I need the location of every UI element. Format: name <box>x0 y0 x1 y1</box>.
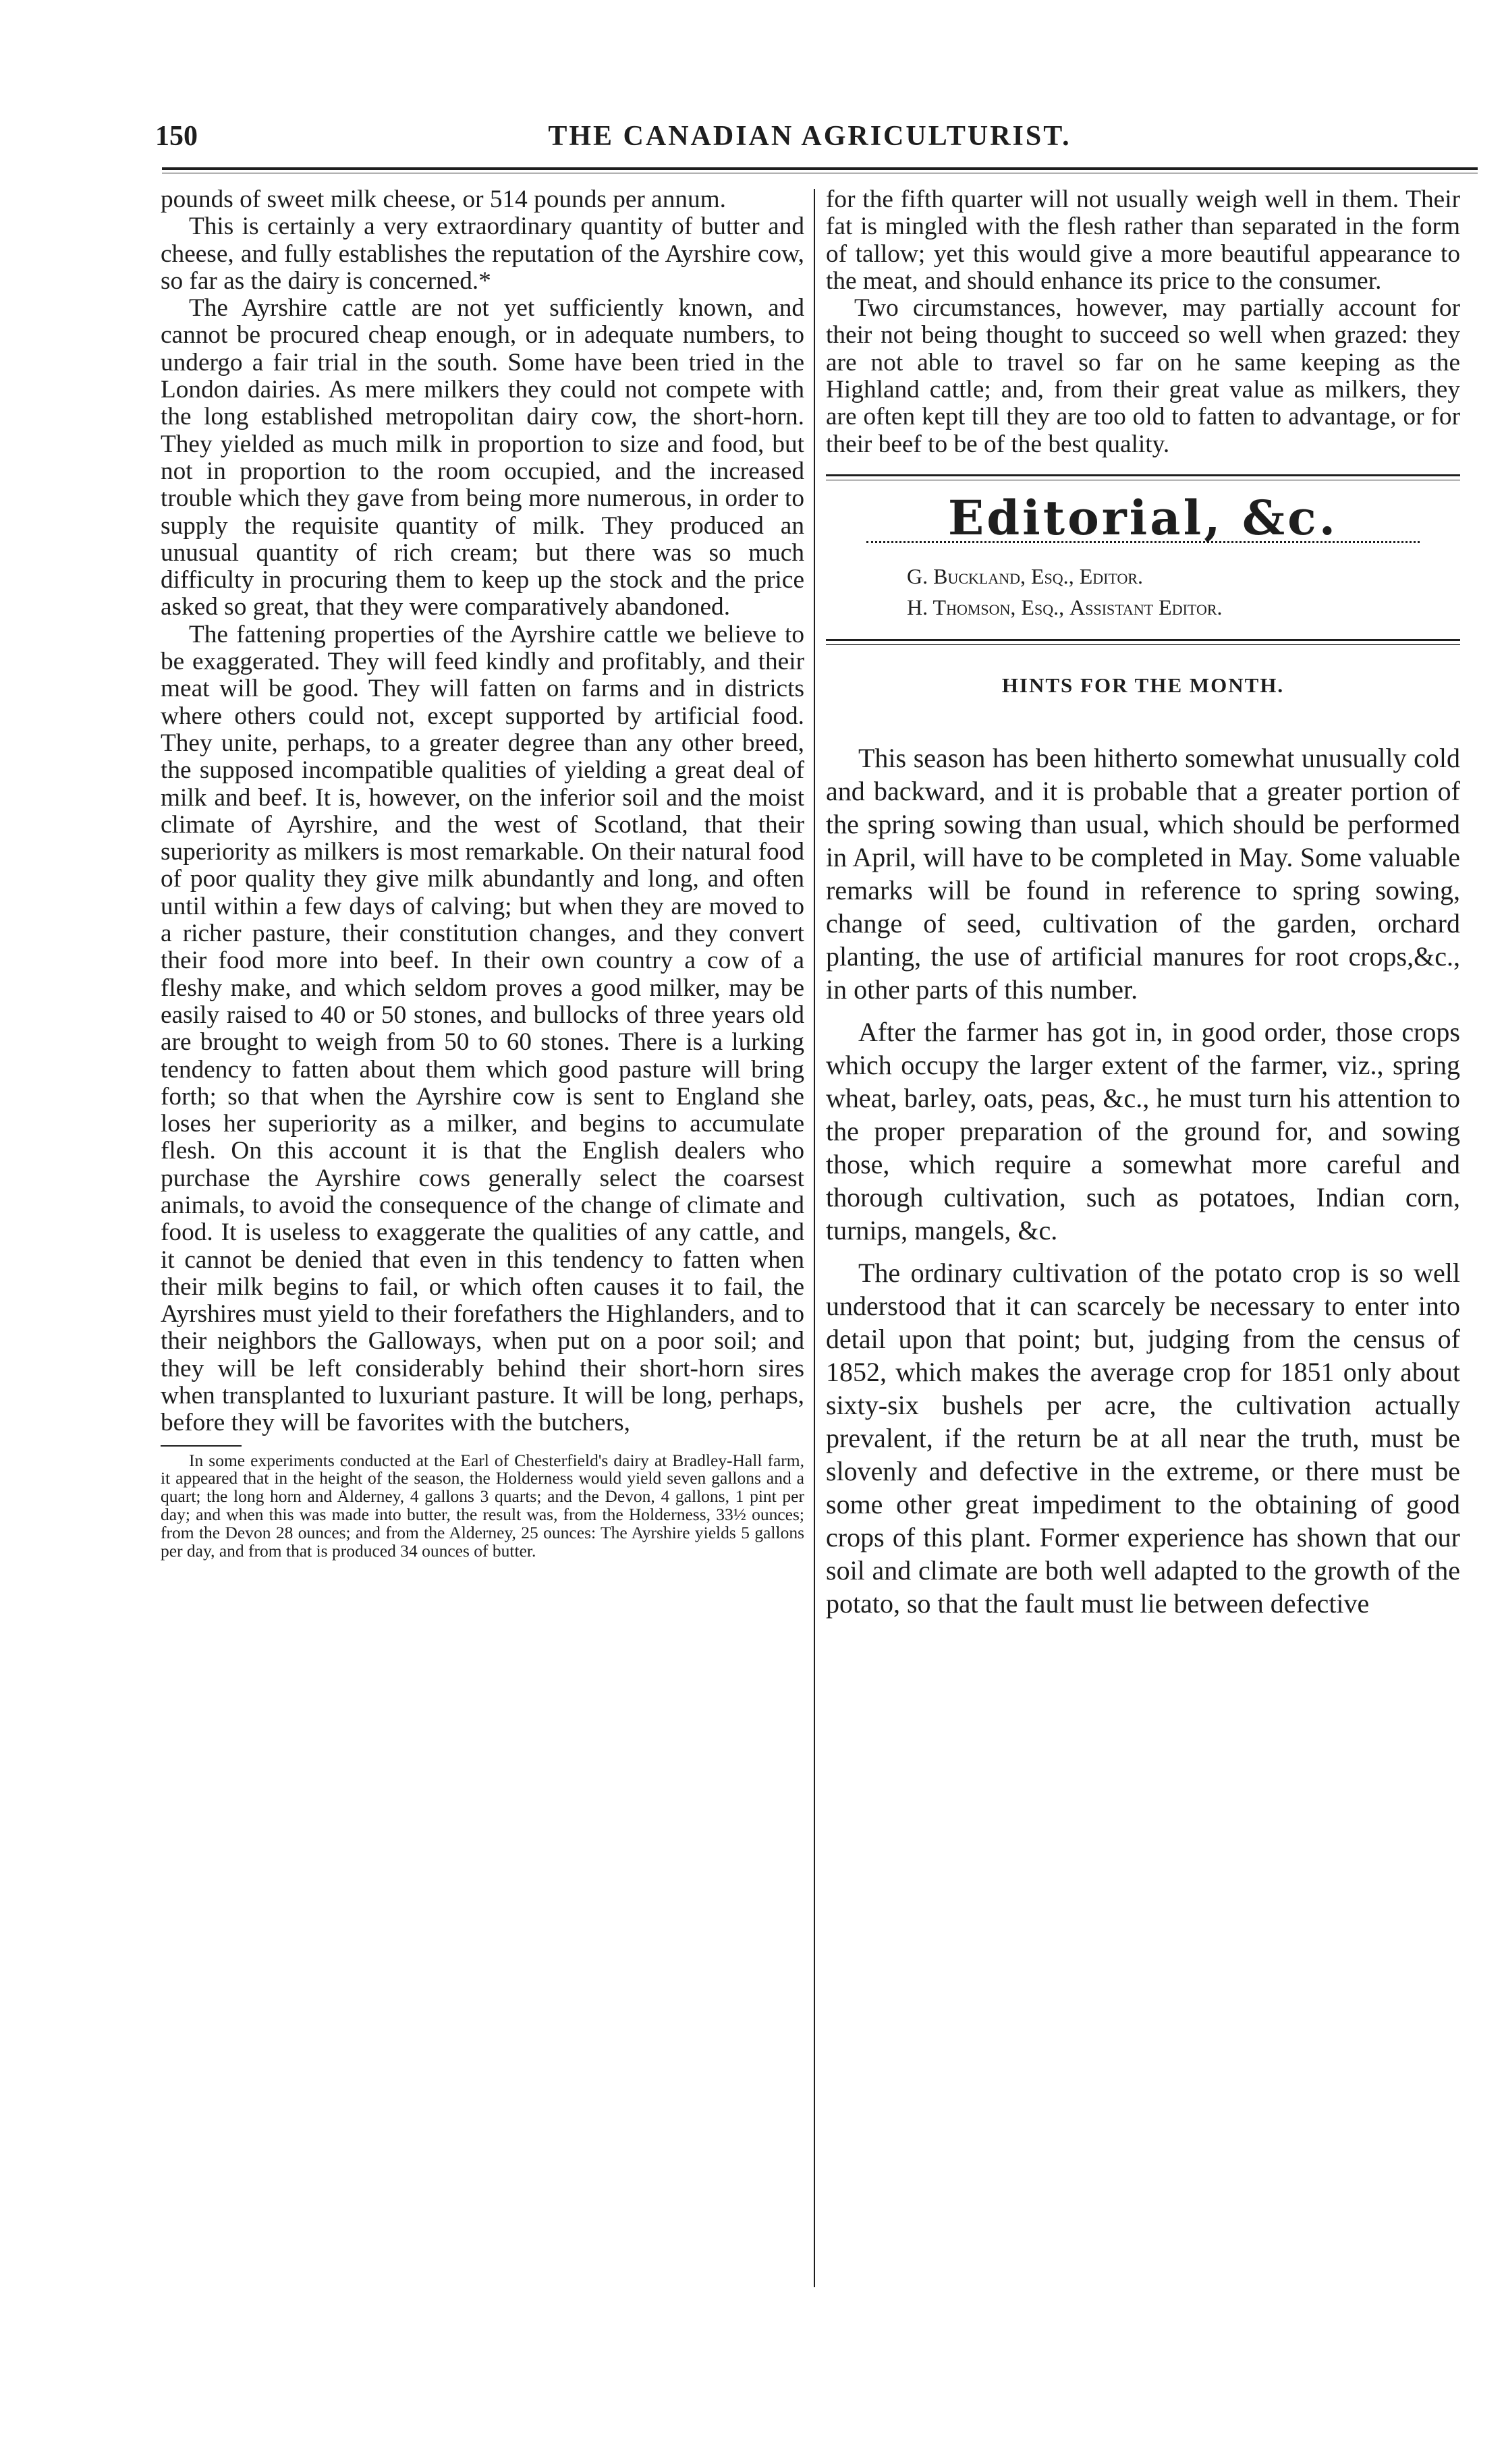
editors-block <box>826 561 1460 623</box>
editor-role: Assistant Editor. <box>1069 595 1223 620</box>
paragraph: The fattening properties of the Ayrshire cattle we believe to be exaggerated. They will feed kindly and profitably, and their meat will be good. They will fatten on farms and in districts where others could not, except supported by artificial food. They unite, perhaps, to a greater degree than any other breed, the supposed incompatible qualities of yielding a great deal of milk and beef. It is, however, on the inferior soil and the moist climate of Ayrshire, and the west of Scotland, that their superiority as milkers is most remarkable. On their natural food of poor quality they give milk abundantly and long, and often until within a few days of calving; but when they are moved to a richer pasture, their constitution changes, and they convert their food more into beef. In their own country a cow of a fleshy make, and which seldom proves a good milker, may be easily raised to 40 or 50 stones, and bullocks of three years old are brought to weigh from 50 to 60 stones. There is a lurking tendency to fatten about them which good pasture will bring forth; so that when the Ayrshire cow is sent to England she loses her superiority as a milker, and begins to accumulate flesh. On this account it is that the English dealers who purchase the Ayrshire cows generally select the coarsest animals, to avoid the consequence of the change of climate and food. It is useless to exaggerate the qualities of any cattle, and it cannot be denied that even in this tendency to fatten when their milk begins to fail, or which often causes it to fail, the Ayrshires must yield to their forefathers the Highlanders, and to their neighbors the Galloways, when put on a poor soil; and they will be left considerably behind their short-horn sires when transplanted to luxuriant pasture. It will be long, perhaps, before they will be favorites with the butchers, <box>161 620 804 1437</box>
right-column <box>826 186 1460 1629</box>
editorial-heading: Editorial, &c. <box>947 489 1339 546</box>
column-divider <box>814 189 815 2287</box>
paragraph: Two circumstances, however, may partially account for their not being thought to succeed so well when grazed: they are not able to travel so far on he same keeping as the Highland cattle; and, from their great value as milkers, they are often kept till they are too old to fatten to advantage, or for their beef to be of the best quality. <box>826 294 1460 458</box>
journal-title: THE CANADIAN AGRICULTURIST. <box>548 121 1071 152</box>
paragraph: The ordinary cultivation of the potato crop is so well understood that it can scarcely be necessary to enter into detail upon that point; but, judging from the census of 1852, which makes the average crop for 1851 only about sixty-six bushels per acre, the cultivation actually prevalent, if the return be at all near the truth, must be slovenly and defective in the extreme, or there must be some other great impediment to the obtaining of good crops of this plant. Former experience has shown that our soil and climate are both well adapted to the growth of the potato, so that the fault must lie between defective <box>826 1257 1460 1619</box>
paragraph: pounds of sweet milk cheese, or 514 pounds per annum. <box>161 186 726 213</box>
paragraph: This season has been hitherto somewhat unusually cold and backward, and it is probable that a greater portion of the spring sowing than usual, which should be performed in April, will have to be completed in May. Some valuable remarks will be found in reference to spring sowing, change of seed, cultivation of the garden, orchard planting, the use of artificial manures for root crops,&c., in other parts of this number. <box>826 742 1460 1005</box>
page-number: 150 <box>155 121 198 152</box>
hints-body <box>826 741 1460 1620</box>
section-title: HINTS FOR THE MONTH. <box>1001 673 1285 698</box>
paragraph: After the farmer has got in, in good order, those crops which occupy the larger extent of the farmer, viz., spring wheat, barley, oats, peas, &c., he must turn his attention to the proper preparation of the ground for, and sowing those, which require a somewhat more careful and thorough cultivation, such as potatoes, Indian corn, turnips, mangels, &c. <box>826 1016 1460 1245</box>
left-column <box>161 186 804 1560</box>
footnote: In some experiments conducted at the Earl of Chesterfield's dairy at Bradley-Hall farm, it appeared that in the height of the season, the Holderness would yield seven gallons and a quart; the long horn and Alderney, 4 gallons 3 quarts; and the Devon, 4 gallons, 1 pint per day; and when this was made into butter, the result was, from the Holderness, 33½ ounces; from the Devon 28 ounces; and from the Alderney, 25 ounces: The Ayrshire yields 5 gallons per day, and from that is produced 34 ounces of butter. <box>161 1450 804 1561</box>
footnote-divider <box>161 1445 242 1447</box>
paragraph: The Ayrshire cattle are not yet sufficiently known, and cannot be procured cheap enough, or in adequate numbers, to undergo a fair trial in the south. Some have been tried in the London dairies. As mere milkers they could not compete with the long established metropolitan dairy cow, the short-horn. They yielded as much milk in proportion to size and food, but not in proportion to the room occupied, and the increased trouble which they gave from being more numerous, in order to supply the requisite quantity of milk. They produced an unusual quantity of rich cream; but there was so much difficulty in procuring them to keep up the stock and the price asked so great, that they were comparatively abandoned. <box>161 294 804 621</box>
section-rule <box>826 639 1460 645</box>
editor-line: H. Thomson, Esq., Assistant Editor. <box>907 595 1223 620</box>
editor-role: Editor. <box>1079 564 1144 589</box>
paragraph: for the fifth quarter will not usually weigh well in them. Their fat is mingled with the flesh rather than separated in the form of tallow; yet this would give a more beautiful appearance to the meat, and should enhance its price to the consumer. <box>826 186 1460 295</box>
running-head <box>148 120 1471 161</box>
editor-line: G. Buckland, Esq., Editor. <box>907 564 1144 589</box>
editor-name: G. Buckland, Esq. <box>907 564 1069 589</box>
section-rule <box>826 474 1460 480</box>
editor-name: H. Thomson, Esq. <box>907 595 1059 620</box>
header-rule <box>162 167 1478 170</box>
paragraph: This is certainly a very extraordinary quantity of butter and cheese, and fully establishes the reputation of the Ayrshire cow, so far as the dairy is concerned.* <box>161 213 804 295</box>
